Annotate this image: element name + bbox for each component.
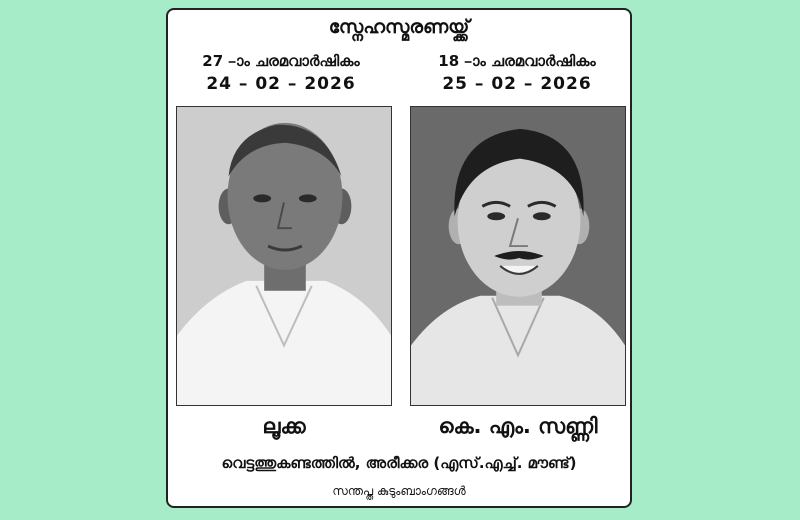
left-person-name: ലൂക്ക <box>262 414 306 438</box>
bereaved-family-line: സന്തപ്ത കുടുംബാംഗങ്ങൾ <box>332 484 466 498</box>
left-portrait-photo <box>176 106 392 406</box>
left-portrait-image <box>177 107 391 405</box>
obituary-notice-card <box>166 8 632 508</box>
family-address: വെട്ടത്തുകണ്ടത്തിൽ, അരീക്കര (എസ്.എച്ച്. മൗണ്ട്) <box>221 454 577 472</box>
right-person-name: കെ. എം. സണ്ണി <box>438 414 598 438</box>
left-anniversary: 27 –ാം ചരമവാർഷികം <box>202 52 360 70</box>
right-portrait-image <box>411 107 625 405</box>
right-date: 25 – 02 – 2026 <box>442 74 592 94</box>
right-anniversary: 18 –ാം ചരമവാർഷികം <box>438 52 596 70</box>
left-date: 24 – 02 – 2026 <box>206 74 356 94</box>
right-portrait-photo <box>410 106 626 406</box>
notice-title: സ്നേഹസ്മരണയ്ക്ക് <box>328 16 470 38</box>
right-header <box>412 50 622 96</box>
left-header <box>176 50 386 96</box>
